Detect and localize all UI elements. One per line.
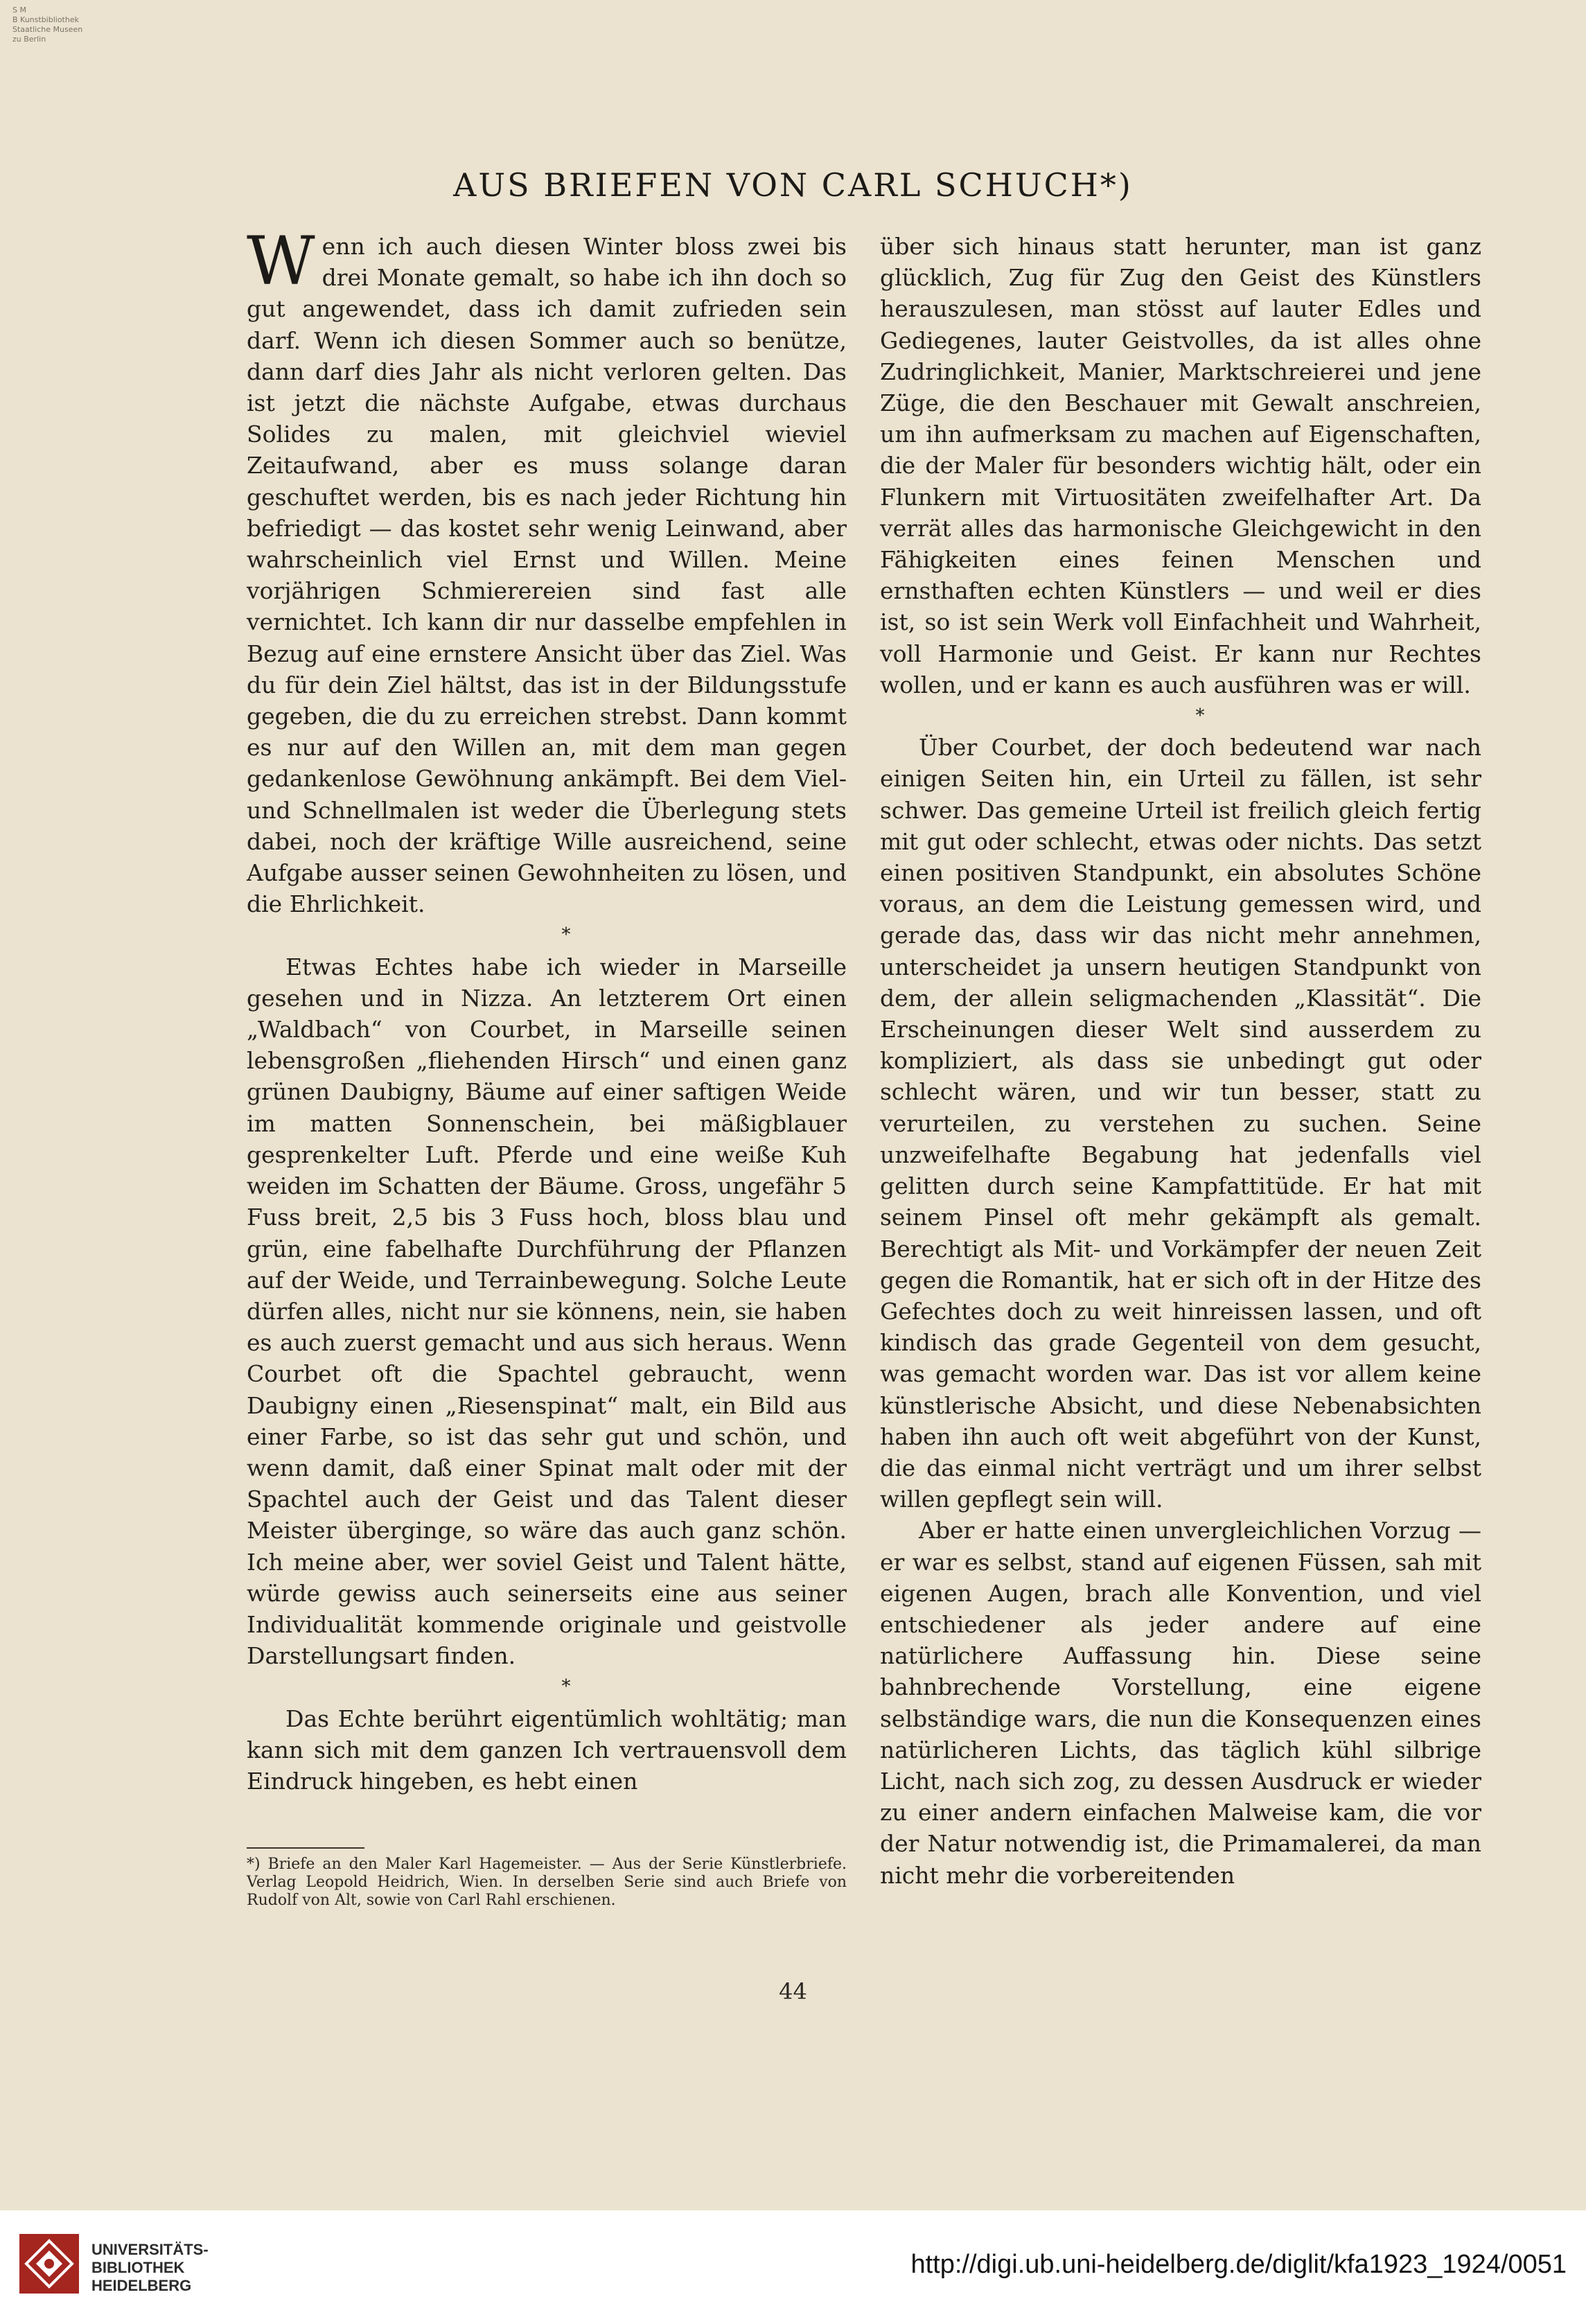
library-name-line: UNIVERSITÄTS- — [91, 2241, 209, 2258]
paragraph: über sich hinaus statt herunter, man ist ganz glücklich, Zug für Zug den Geist des Künstlers herauszulesen, man stösst auf lauter Edles und Gediegenes, lauter Geistvolles, da ist alles ohne Zudringlichkeit, Manier, Marktschreierei und jene Züge, die den Beschauer mit Gewalt anschreien, um ihn aufmerksam zu machen auf Eigenschaften, die der Maler für besonders wichtig hält, oder ein Flunkern mit Virtuositäten zweifelhafter Art. Da verrät alles das harmonische Gleichgewicht in den Fähigkeiten eines feinen Menschen und ernsthaften echten Künstlers — und weil er dies ist, so ist sein Werk voll Einfachheit und Wahrheit, voll Harmonie und Geist. Er kann nur Rechtes wollen, und er kann es auch ausführen was er will. — [880, 233, 1481, 698]
stamp-line: S M — [12, 6, 26, 15]
library-name — [91, 2241, 209, 2295]
page-number: 44 — [779, 1978, 807, 2005]
right-column — [880, 231, 1481, 1891]
section-separator: * — [561, 1676, 571, 1698]
stamp-line: Staatliche Museen — [12, 25, 83, 34]
footnote: *) Briefe an den Maler Karl Hagemeister. — Aus der Serie Künstlerbriefe. Verlag Leopold Heidrich, Wien. In derselben Serie sind auch Briefe von Rudolf von Alt, sowie von Carl Rahl erschienen. — [247, 1856, 847, 1909]
section-separator: * — [561, 924, 571, 946]
article-title: AUS BRIEFEN VON CARL SCHUCH*) — [453, 166, 1133, 204]
section-separator: * — [1195, 705, 1205, 727]
drop-cap: W — [247, 222, 315, 300]
footnote-divider — [247, 1847, 364, 1849]
paragraph-text: enn ich auch diesen Winter bloss zwei bis drei Monate gemalt, so habe ich ihn doch so gut angewendet, dass ich damit zufrieden sein darf. Wenn ich diesen Sommer auch so benütze, dann darf dies Jahr als nicht verloren gelten. Das ist jetzt die nächste Aufgabe, etwas durchaus Solides zu malen, mit gleichviel wieviel Zeitaufwand, aber es muss solange daran geschuftet werden, bis es nach jeder Richtung hin befriedigt — das kostet sehr wenig Leinwand, aber wahrscheinlich viel Ernst und Willen. Meine vorjährigen Schmierereien sind fast alle vernichtet. Ich kann dir nur dasselbe empfehlen in Bezug auf eine ernstere Ansicht über das Ziel. Was du für dein Ziel hältst, das ist in der Bildungsstufe gegeben, die du zu erreichen strebst. Dann kommt es nur auf den Willen an, mit dem man gegen gedankenlose Gewöhnung ankämpft. Bei dem Viel- und Schnellmalen ist weder die Überlegung stets dabei, noch der kräftige Wille ausreichend, seine Aufgabe ausser seinen Gewohnheiten zu lösen, und die Ehrlichkeit. — [247, 233, 847, 918]
paragraph — [247, 222, 847, 919]
library-name-line: BIBLIOTHEK — [91, 2259, 185, 2276]
paragraph: Aber er hatte einen unvergleichlichen Vorzug — er war es selbst, stand auf eigenen Füssen, sah mit eigenen Augen, brach alle Konvention, und viel entschiedener als jeder andere auf eine natürlichere Auffassung hin. Diese seine bahnbrechende Vorstellung, eine eigene selbständige wars, die nun die Konsequenzen eines natürlicheren Lichts, das täglich kühl silbrige Licht, nach sich zog, zu dessen Ausdruck er wieder zu einer andern einfachen Malweise kam, die vor der Natur notwendig ist, die Primamalerei, da man nicht mehr die vorbereitenden — [880, 1517, 1481, 1889]
paragraph: Das Echte berührt eigentümlich wohltätig; man kann sich mit dem ganzen Ich vertrauensvoll dem Eindruck hingeben, es hebt einen — [247, 1705, 847, 1795]
stamp-line: B Kunstbibliothek — [12, 15, 79, 24]
source-url[interactable]: http://digi.ub.uni-heidelberg.de/diglit/kfa1923_1924/0051 — [910, 2250, 1567, 2279]
library-name-line: HEIDELBERG — [91, 2277, 192, 2294]
university-seal-icon — [18, 2233, 80, 2295]
left-column — [247, 222, 847, 1797]
library-stamp — [12, 6, 96, 44]
paragraph: Etwas Echtes habe ich wieder in Marseille gesehen und in Nizza. An letzterem Ort einen „Waldbach“ von Courbet, in Marseille seinen lebensgroßen „fliehenden Hirsch“ und einen ganz grünen Daubigny, Bäume auf einer saftigen Weide im matten Sonnenschein, bei mäßigblauer gesprenkelter Luft. Pferde und eine weiße Kuh weiden im Schatten der Bäume. Gross, ungefähr 5 Fuss breit, 2,5 bis 3 Fuss hoch, bloss blau und grün, eine fabelhafte Durchführung der Pflanzen auf der Weide, und Terrainbewegung. Solche Leute dürfen alles, nicht nur sie könnens, nein, sie haben es auch zuerst gemacht und aus sich heraus. Wenn Courbet oft die Spachtel gebraucht, wenn Daubigny einen „Riesenspinat“ malt, ein Bild aus einer Farbe, so ist das sehr gut und schön, und wenn damit, daß einer Spinat malt oder mit der Spachtel auch der Geist und das Talent dieser Meister überginge, so wäre das auch ganz schön. Ich meine aber, wer soviel Geist und Talent hätte, würde gewiss auch seinerseits eine aus seiner Individualität kommende originale und geistvolle Darstellungsart finden. — [247, 953, 847, 1670]
paragraph: Über Courbet, der doch bedeutend war nach einigen Seiten hin, ein Urteil zu fällen, ist sehr schwer. Das gemeine Urteil ist freilich gleich fertig mit gut oder schlecht, etwas oder nichts. Das setzt einen positiven Standpunkt, ein absolutes Schöne voraus, an dem die Leistung gemessen wird, und gerade das, dass wir das nicht mehr annehmen, unterscheidet ja unsern heutigen Standpunkt von dem, der allein seligmachenden „Klassität“. Die Erscheinungen dieser Welt sind ausserdem zu kompliziert, als dass sie unbedingt gut oder schlecht wären, und wir tun besser, statt zu verurteilen, zu verstehen zu suchen. Seine unzweifelhafte Begabung hat jedenfalls viel gelitten durch seine Kampfattitüde. Er hat mit seinem Pinsel oft mehr gekämpft als gemalt. Berechtigt als Mit- und Vorkämpfer der neuen Zeit gegen die Romantik, hat er sich oft in der Hitze des Gefechtes doch zu weit hinreissen lassen, und oft kindisch das grade Gegenteil von dem gesucht, was gemacht worden war. Das ist vor allem keine künstlerische Absicht, und diese Nebenabsichten haben ihn auch oft weit abgeführt von der Kunst, die das einmal nicht verträgt und um ihrer selbst willen gepflegt sein will. — [880, 734, 1481, 1513]
stamp-line: zu Berlin — [12, 35, 46, 44]
